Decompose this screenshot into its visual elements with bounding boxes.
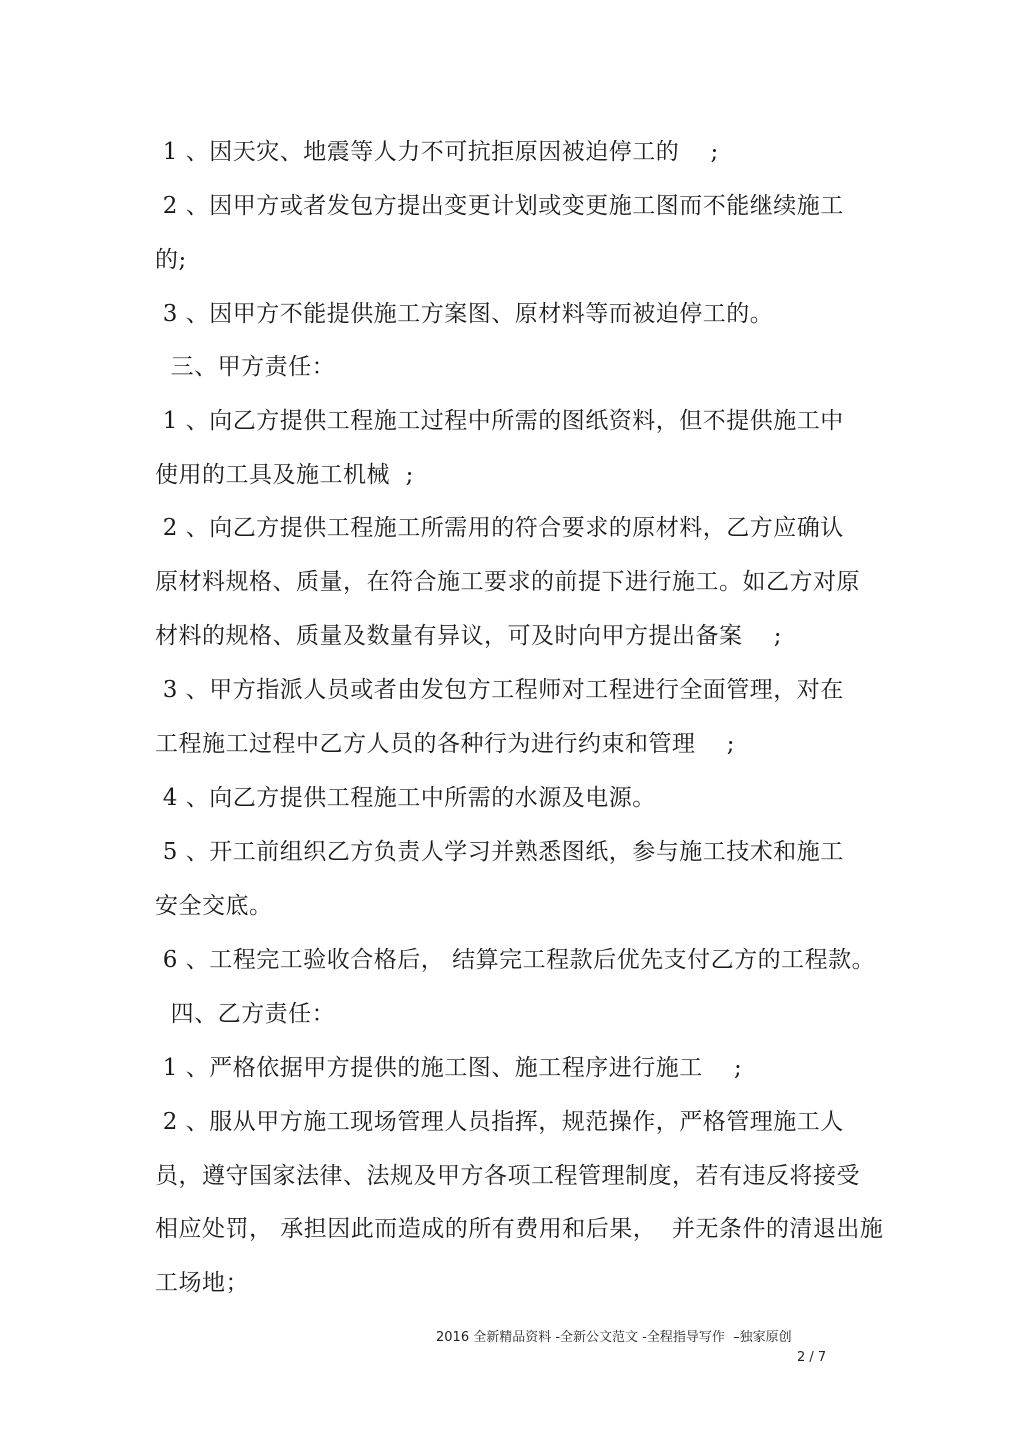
clause-line: 2 、服从甲方施工现场管理人员指挥，规范操作，严格管理施工人 bbox=[155, 1109, 844, 1135]
clause-line: 6 、工程完工验收合格后， 结算完工程款后优先支付乙方的工程款。 bbox=[155, 947, 876, 973]
clause-line: 1 、因天灾、地震等人力不可抗拒原因被迫停工的 ; bbox=[155, 139, 719, 165]
clause-line: 2 、向乙方提供工程施工所需用的符合要求的原材料，乙方应确认 bbox=[155, 515, 844, 541]
section-heading: 四、乙方责任： bbox=[155, 1001, 336, 1027]
clause-line: 工场地； bbox=[155, 1270, 249, 1296]
clause-line: 2 、因甲方或者发包方提出变更计划或变更施工图而不能继续施工 bbox=[155, 193, 844, 219]
clause-line: 1 、向乙方提供工程施工过程中所需的图纸资料，但不提供施工中 bbox=[155, 408, 844, 434]
clause-line: 使用的工具及施工机械 ; bbox=[155, 462, 414, 488]
clause-line: 3 、因甲方不能提供施工方案图、原材料等而被迫停工的。 bbox=[155, 301, 774, 327]
clause-line: 4 、向乙方提供工程施工中所需的水源及电源。 bbox=[155, 785, 656, 811]
clause-line: 相应处罚， 承担因此而造成的所有费用和后果， 并无条件的清退出施 bbox=[155, 1216, 884, 1242]
footer-source-text: 2016 全新精品资料 -全新公文范文 -全程指导写作 –独家原创 bbox=[436, 1330, 792, 1345]
clause-line: 3 、甲方指派人员或者由发包方工程师对工程进行全面管理，对在 bbox=[155, 677, 844, 703]
clause-line: 原材料规格、质量，在符合施工要求的前提下进行施工。如乙方对原 bbox=[155, 569, 860, 595]
clause-line: 安全交底。 bbox=[155, 893, 273, 919]
clause-line: 的; bbox=[155, 247, 187, 273]
section-heading: 三、甲方责任： bbox=[155, 354, 336, 380]
clause-line: 1 、严格依据甲方提供的施工图、施工程序进行施工 ; bbox=[155, 1055, 743, 1081]
clause-line: 5 、开工前组织乙方负责人学习并熟悉图纸，参与施工技术和施工 bbox=[155, 839, 844, 865]
clause-line: 工程施工过程中乙方人员的各种行为进行约束和管理 ; bbox=[155, 731, 735, 757]
clause-line: 材料的规格、质量及数量有异议，可及时向甲方提出备案 ; bbox=[155, 623, 782, 649]
clause-line: 员，遵守国家法律、法规及甲方各项工程管理制度，若有违反将接受 bbox=[155, 1163, 860, 1189]
page-number: 2 / 7 bbox=[797, 1350, 827, 1365]
